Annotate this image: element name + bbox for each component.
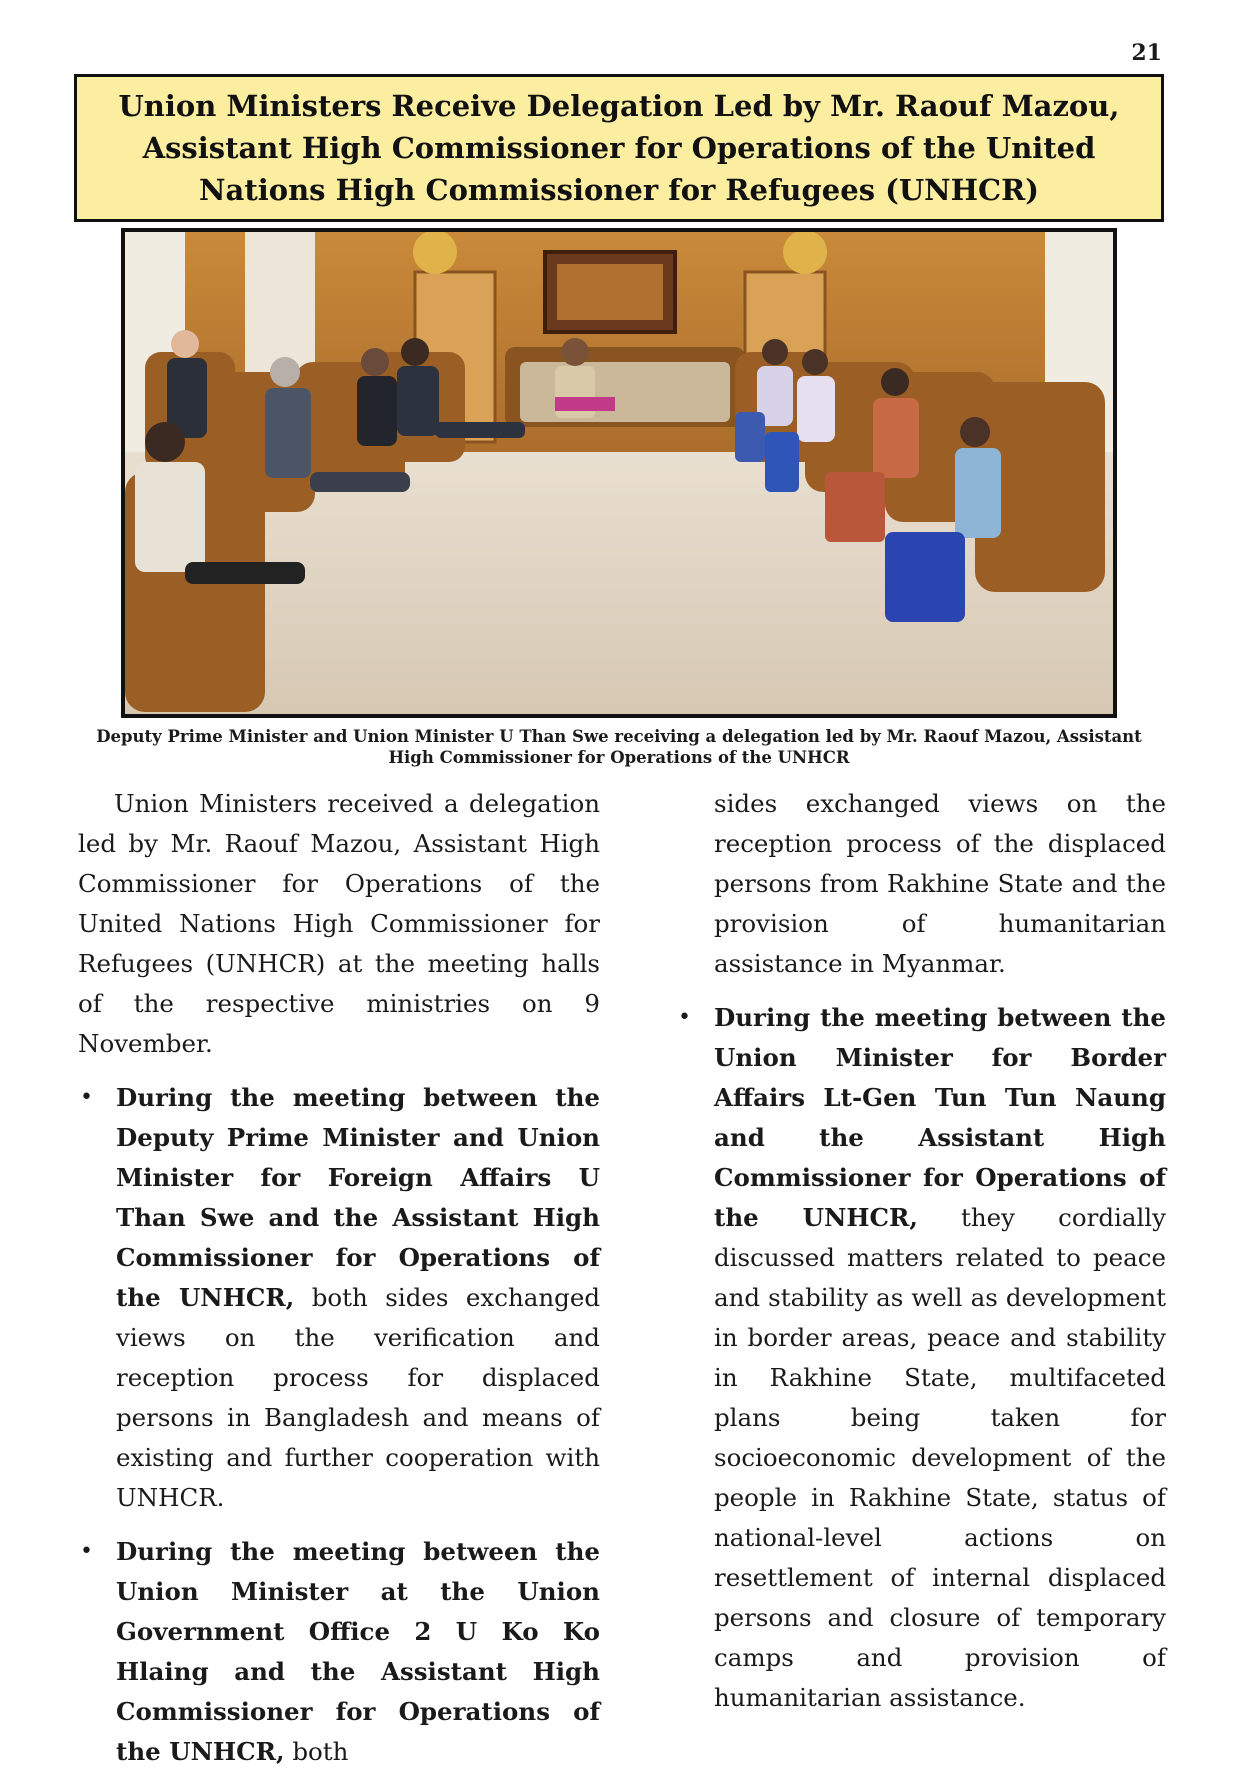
continuation-paragraph: sides exchanged views on the reception process of the displaced persons from Rakhine State and the provision of humanitarian assistance in Myanmar. [714,789,1166,978]
bullet-icon: • [80,1539,93,1564]
bullet-item [78,1078,600,1518]
meeting-photo [121,228,1117,718]
page-title: Union Ministers Receive Delegation Led by Mr. Raouf Mazou, Assistant High Commissioner for Operations of the United Nations High Commissioner for Refugees (UNHCR) [118,89,1120,207]
intro-paragraph: Union Ministers received a delegation led by Mr. Raouf Mazou, Assistant High Commissioner for Operations of the United Nations High Commissioner for Refugees (UNHCR) at the meeting halls of the respective ministries on 9 November. [78,789,600,1058]
bullet-paragraph [116,1532,600,1772]
bullet-text: both [284,1737,349,1766]
bullet-icon: • [678,1005,691,1030]
bullet-lead: During the meeting between the Union Minister at the Union Government Office 2 U Ko Ko Hlaing and the Assistant High Commissioner for Operations of the UNHCR, [116,1537,600,1766]
bullet-text: they cordially discussed matters related to peace and stability as well as development in border areas, peace and stability in Rakhine State, multifaceted plans being taken for socioeconomic development of the people in Rakhine State, status of national-level actions on resettlement of internal displaced persons and closure of temporary camps and provision of humanitarian assistance. [714,1203,1166,1712]
right-column [676,784,1166,1718]
left-column [78,784,600,1772]
bullet-lead: During the meeting between the Union Minister for Border Affairs Lt-Gen Tun Tun Naung and the Assistant High Commissioner for Operations of the UNHCR, [714,1003,1166,1232]
bullet-icon: • [80,1085,93,1110]
bullet-continuation [676,784,1166,984]
photo-caption: Deputy Prime Minister and Union Minister U Than Swe receiving a delegation led by Mr. Raouf Mazou, Assistant High Commissioner for Operations of the UNHCR [96,727,1142,767]
bullet-paragraph [116,1078,600,1518]
bullet-item [78,1532,600,1772]
bullet-item [676,998,1166,1718]
bullet-paragraph [714,998,1166,1718]
page-number: 21 [1131,40,1162,66]
bullet-text: both sides exchanged views on the verification and reception process for displaced persons in Bangladesh and means of existing and further cooperation with UNHCR. [116,1283,601,1512]
title-box [74,74,1164,222]
bullet-lead: During the meeting between the Deputy Prime Minister and Union Minister for Foreign Affairs U Than Swe and the Assistant High Commissioner for Operations of the UNHCR, [116,1083,600,1312]
